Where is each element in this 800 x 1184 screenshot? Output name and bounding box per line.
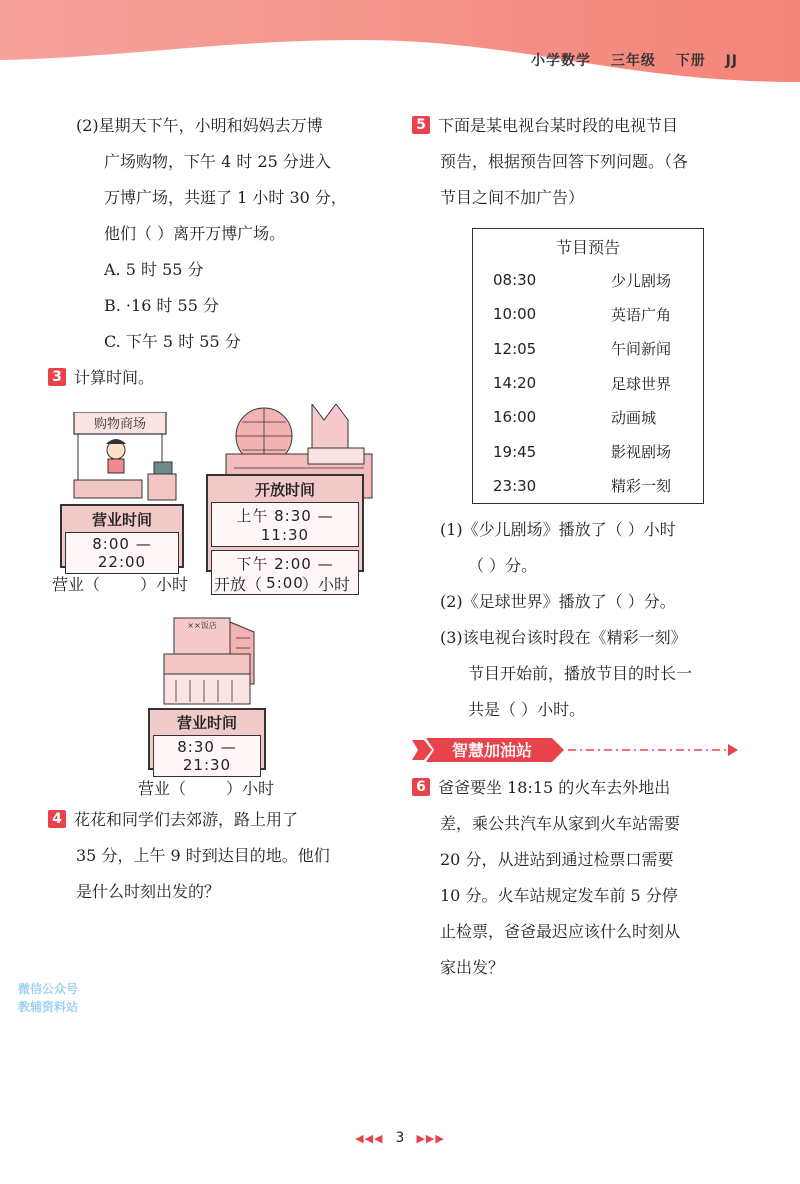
shop-illustration bbox=[72, 412, 182, 502]
hotel-answer-prefix: 营业（ bbox=[138, 779, 187, 798]
q5-line-3: 节目之间不加广告） bbox=[440, 188, 585, 207]
q3-number: 3 bbox=[48, 368, 66, 386]
q4-block bbox=[48, 802, 378, 910]
header-volume: 下册 bbox=[675, 53, 706, 69]
shop-answer bbox=[52, 572, 188, 595]
q2-number: (2) bbox=[76, 116, 99, 135]
hotel-answer-suffix: ）小时 bbox=[226, 779, 275, 798]
q2-block bbox=[48, 108, 378, 360]
q6-line-3: 20 分，从进站到通过检票口需要 bbox=[440, 850, 674, 869]
schedule-program: 午间新闻 bbox=[611, 340, 672, 359]
hotel-board-title: 营业时间 bbox=[176, 714, 237, 732]
next-arrows-icon: ▶▶▶ bbox=[416, 1132, 445, 1145]
q3-heading bbox=[48, 360, 378, 396]
schedule-row bbox=[473, 366, 703, 400]
header-subject: 小学数学 bbox=[530, 53, 591, 69]
section-banner bbox=[412, 736, 752, 764]
schedule-program: 精彩一刻 bbox=[611, 477, 672, 496]
q2-option-a[interactable]: A. 5 时 55 分 bbox=[104, 260, 204, 279]
schedule-program: 影视剧场 bbox=[611, 443, 672, 462]
shop-board-title: 营业时间 bbox=[91, 511, 152, 529]
header-info bbox=[517, 50, 738, 70]
schedule-row bbox=[473, 263, 703, 297]
schedule-time: 10:00 bbox=[493, 305, 537, 324]
q5-sub3-line-1: (3)该电视台该时段在《精彩一刻》 bbox=[440, 628, 687, 647]
shop-hours-board bbox=[60, 504, 184, 571]
left-column bbox=[48, 108, 378, 910]
schedule-time: 16:00 bbox=[493, 408, 537, 427]
q6-line-6: 家出发？ bbox=[440, 958, 505, 977]
shop-answer-suffix: ）小时 bbox=[140, 575, 189, 594]
shop-sign-text: 购物商场 bbox=[93, 417, 147, 432]
hotel-hours-board bbox=[148, 708, 266, 774]
schedule-title: 节目预告 bbox=[555, 238, 620, 257]
expo-answer bbox=[214, 572, 350, 595]
page-number: 3 bbox=[395, 1130, 405, 1146]
q5-line-1: 下面是某电视台某时段的电视节目 bbox=[438, 116, 679, 135]
q5-sub1-line-1: (1)《少儿剧场》播放了（ ）小时 bbox=[440, 520, 676, 539]
q6-line-5: 止检票，爸爸最迟应该什么时刻从 bbox=[440, 922, 681, 941]
hotel-illustration bbox=[160, 614, 274, 706]
q6-line-1: 爸爸要坐 18:15 的火车去外地出 bbox=[438, 778, 671, 797]
schedule-time: 08:30 bbox=[493, 271, 537, 290]
header-grade: 三年级 bbox=[610, 53, 656, 69]
expo-board-title: 开放时间 bbox=[254, 481, 315, 499]
schedule-program: 英语广角 bbox=[611, 305, 672, 324]
expo-answer-suffix: ）小时 bbox=[302, 575, 351, 594]
page-footer bbox=[0, 1130, 800, 1146]
schedule-row bbox=[473, 400, 703, 434]
watermark bbox=[18, 980, 78, 1016]
header-band bbox=[0, 0, 800, 88]
right-column bbox=[412, 108, 752, 986]
q5-line-2: 预告，根据预告回答下列问题。（各 bbox=[440, 152, 689, 171]
schedule-time: 23:30 bbox=[493, 476, 537, 495]
q4-line-2: 35 分，上午 9 时到达目的地。他们 bbox=[76, 846, 330, 865]
q3-pictures bbox=[48, 396, 378, 806]
q2-line-4: 他们（ ）离开万博广场。 bbox=[104, 224, 286, 243]
q4-line-1: 花花和同学们去郊游，路上用了 bbox=[74, 810, 299, 829]
q6-block bbox=[412, 770, 752, 986]
expo-answer-prefix: 开放（ bbox=[214, 575, 263, 594]
q6-line-4: 10 分。火车站规定发车前 5 分停 bbox=[440, 886, 678, 905]
program-schedule-table bbox=[472, 228, 704, 504]
q5-number: 5 bbox=[412, 116, 430, 134]
schedule-program: 足球世界 bbox=[611, 374, 672, 393]
header-edition: JJ bbox=[725, 53, 738, 69]
q2-option-c[interactable]: C. 下午 5 时 55 分 bbox=[104, 332, 241, 351]
watermark-line-2: 教辅资料站 bbox=[18, 1000, 79, 1014]
q5-sub2: (2)《足球世界》播放了（ ）分。 bbox=[440, 592, 676, 611]
schedule-program: 少儿剧场 bbox=[611, 271, 672, 290]
schedule-row bbox=[473, 332, 703, 366]
watermark-line-1: 微信公众号 bbox=[18, 982, 79, 996]
prev-arrows-icon: ◀◀◀ bbox=[355, 1132, 384, 1145]
shop-answer-prefix: 营业（ bbox=[52, 575, 101, 594]
schedule-program: 动画城 bbox=[611, 408, 657, 427]
q2-line-1: 星期天下午，小明和妈妈去万博 bbox=[98, 116, 323, 135]
hotel-answer bbox=[138, 776, 274, 799]
q4-line-3: 是什么时刻出发的？ bbox=[76, 882, 221, 901]
shop-hours: 8:00 — 22:00 bbox=[65, 532, 179, 574]
schedule-time: 12:05 bbox=[493, 339, 537, 358]
schedule-time: 19:45 bbox=[493, 442, 537, 461]
q5-sub1-line-2: （ ）分。 bbox=[468, 556, 538, 575]
q2-line-2: 广场购物，下午 4 时 25 分进入 bbox=[104, 152, 331, 171]
expo-hours-am: 上午 8:30 — 11:30 bbox=[211, 502, 359, 547]
q2-option-b[interactable]: B. ·16 时 55 分 bbox=[104, 296, 219, 315]
q6-line-2: 差，乘公共汽车从家到火车站需要 bbox=[440, 814, 681, 833]
schedule-time: 14:20 bbox=[493, 374, 537, 393]
q3-title: 计算时间。 bbox=[74, 368, 155, 387]
banner-graphic bbox=[412, 736, 742, 764]
q6-number: 6 bbox=[412, 778, 430, 796]
expo-hours-pm: 下午 2:00 — 5:00 bbox=[211, 550, 359, 595]
schedule-row bbox=[473, 469, 703, 503]
hotel-hours: 8:30 — 21:30 bbox=[153, 735, 261, 777]
q5-subquestions bbox=[412, 512, 752, 728]
q2-line-3: 万博广场，共逛了 1 小时 30 分， bbox=[104, 188, 347, 207]
q5-sub3-line-3: 共是（ ）小时。 bbox=[468, 700, 586, 719]
banner-label: 智慧加油站 bbox=[451, 741, 533, 760]
q5-block bbox=[412, 108, 752, 216]
q5-sub3-line-2: 节目开始前，播放节目的时长一 bbox=[468, 664, 693, 683]
schedule-row bbox=[473, 297, 703, 331]
schedule-row bbox=[473, 434, 703, 468]
hotel-sign-text: ××饭店 bbox=[187, 621, 217, 630]
q4-number: 4 bbox=[48, 810, 66, 828]
